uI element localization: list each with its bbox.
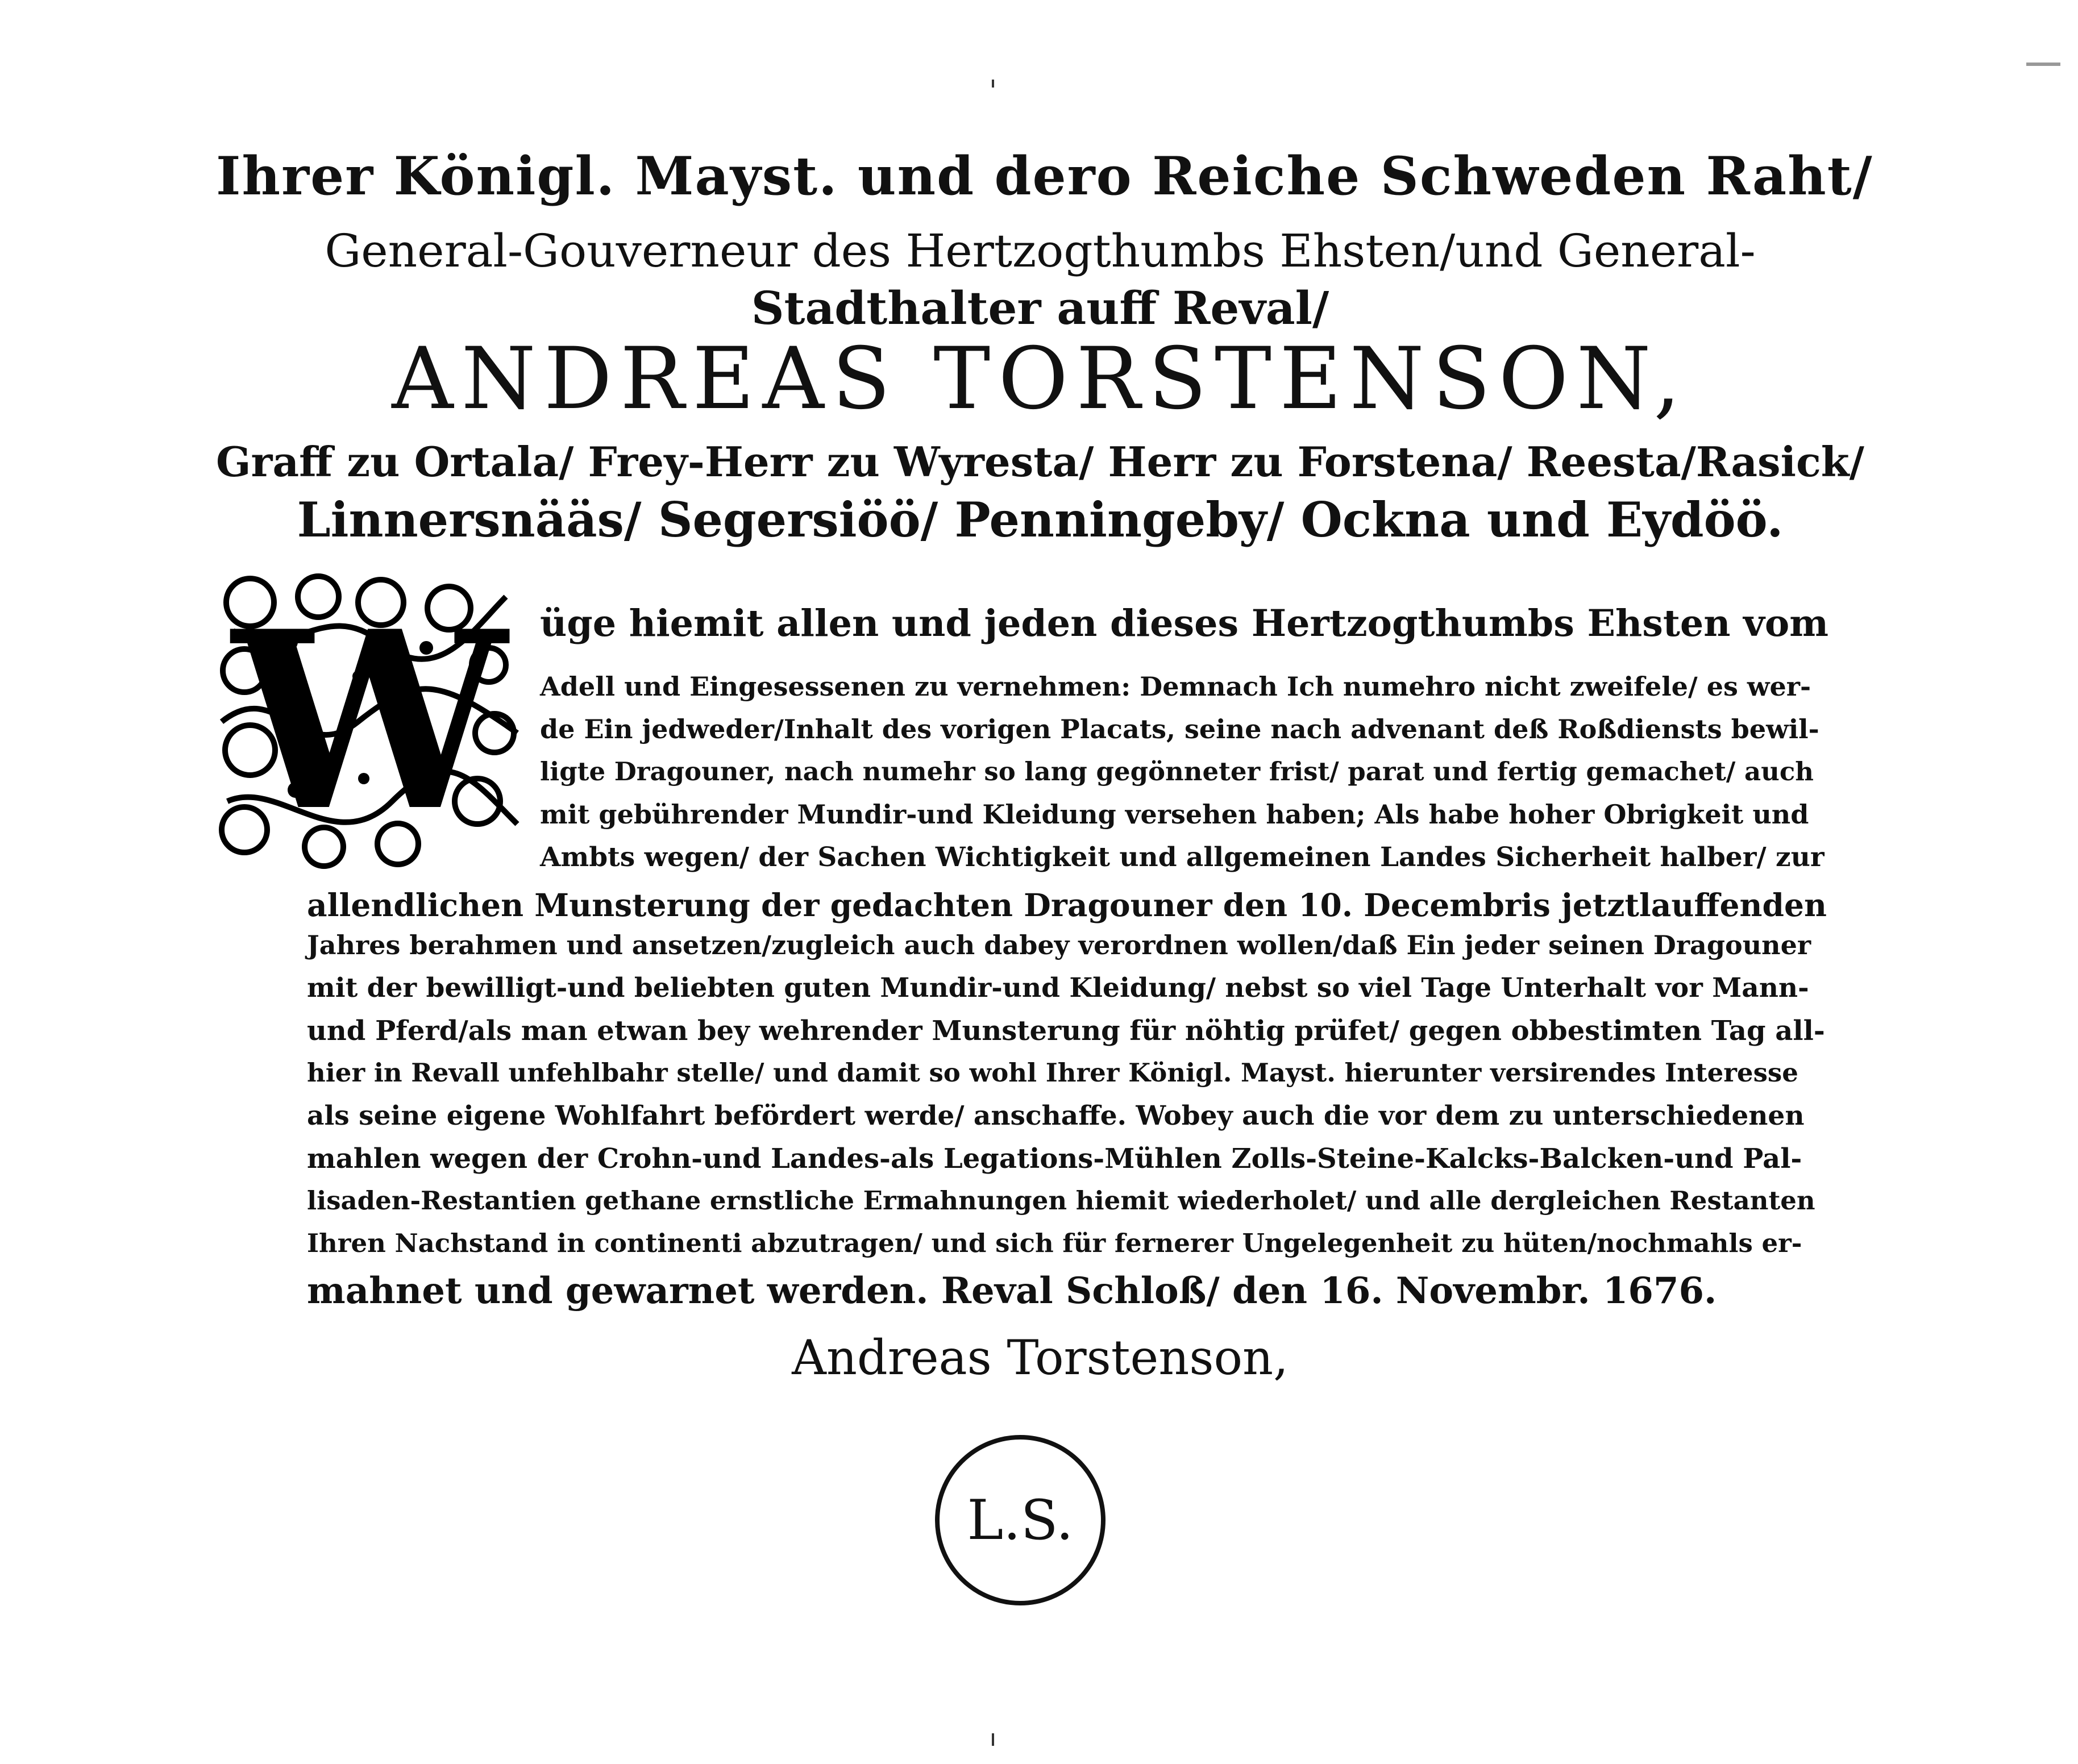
body-line: als seine eigene Wohlfahrt befördert werde/ anschaffe. Wobey auch die vor dem zu unterschiedenen bbox=[307, 1100, 1805, 1131]
body-line: mahnet und gewarnet werden. Reval Schloß/ den 16. Novembr. 1676. bbox=[307, 1270, 1717, 1312]
signature: Andreas Torstenson, bbox=[792, 1330, 1289, 1386]
scan-speck bbox=[992, 1733, 994, 1746]
initial-letter: W bbox=[232, 578, 507, 865]
body-line: ligte Dragouner, nach numehr so lang gegönneter frist/ parat und fertig gemachet/ auch bbox=[540, 756, 1814, 787]
body-line: Jahres berahmen und ansetzen/zugleich auch dabey verordnen wollen/daß Ein jeder seinen Dragouner bbox=[307, 930, 1811, 960]
scan-speck bbox=[992, 80, 994, 88]
body-line: mit der bewilligt-und beliebten guten Mundir-und Kleidung/ nebst so viel Tage Unterhalt vor Mann- bbox=[307, 972, 1809, 1004]
body-line: Adell und Eingesessenen zu vernehmen: Demnach Ich numehro nicht zweifele/ es wer- bbox=[540, 671, 1811, 702]
seal-label: L.S. bbox=[967, 1488, 1074, 1552]
title-line-1: Ihrer Königl. Mayst. und dero Reiche Schweden Raht/ bbox=[216, 145, 1873, 207]
titles-line-2: Linnersnääs/ Segersiöö/ Penningeby/ Ockna und Eydöö. bbox=[297, 492, 1784, 548]
titles-line-1: Graff zu Ortala/ Frey-Herr zu Wyresta/ Herr zu Forstena/ Reesta/Rasick/ bbox=[216, 438, 1864, 486]
seal-stamp bbox=[935, 1435, 1106, 1605]
body-line: de Ein jedweder/Inhalt des vorigen Placats, seine nach advenant deß Roßdiensts bewil- bbox=[540, 714, 1819, 744]
body-line: Ihren Nachstand in continenti abzutragen/ und sich für fernerer Ungelegenheit zu hüten/nochmahls er- bbox=[307, 1228, 1802, 1258]
body-line: Ambts wegen/ der Sachen Wichtigkeit und allgemeinen Landes Sicherheit halber/ zur bbox=[540, 842, 1825, 873]
body-line: hier in Revall unfehlbahr stelle/ und damit so wohl Ihrer Königl. Mayst. hierunter versirendes Interesse bbox=[307, 1058, 1798, 1088]
body-line: mit gebührender Mundir-und Kleidung versehen haben; Als habe hoher Obrigkeit und bbox=[540, 799, 1809, 830]
body-line: und Pferd/als man etwan bey wehrender Munsterung für nöhtig prüfet/ gegen obbestimten Tag all- bbox=[307, 1015, 1825, 1047]
scan-speck bbox=[2026, 63, 2060, 66]
body-line: allendlichen Munsterung der gedachten Dragouner den 10. Decembris jetztlauffenden bbox=[307, 887, 1827, 923]
body-line: lisaden-Restantien gethane ernstliche Ermahnungen hiemit wiederholet/ und alle dergleichen Restanten bbox=[307, 1185, 1815, 1216]
issuer-name: ANDREAS TORSTENSON, bbox=[392, 330, 1689, 428]
body-line: mahlen wegen der Crohn-und Landes-als Legations-Mühlen Zolls-Steine-Kalcks-Balcken-und Pal- bbox=[307, 1143, 1802, 1175]
title-line-2: General-Gouverneur des Hertzogthumbs Ehsten/und General- bbox=[325, 224, 1756, 277]
decorated-initial bbox=[210, 563, 529, 881]
title-line-3: Stadthalter auff Reval/ bbox=[751, 281, 1329, 335]
body-line: üge hiemit allen und jeden dieses Hertzogthumbs Ehsten vom bbox=[540, 602, 1829, 645]
